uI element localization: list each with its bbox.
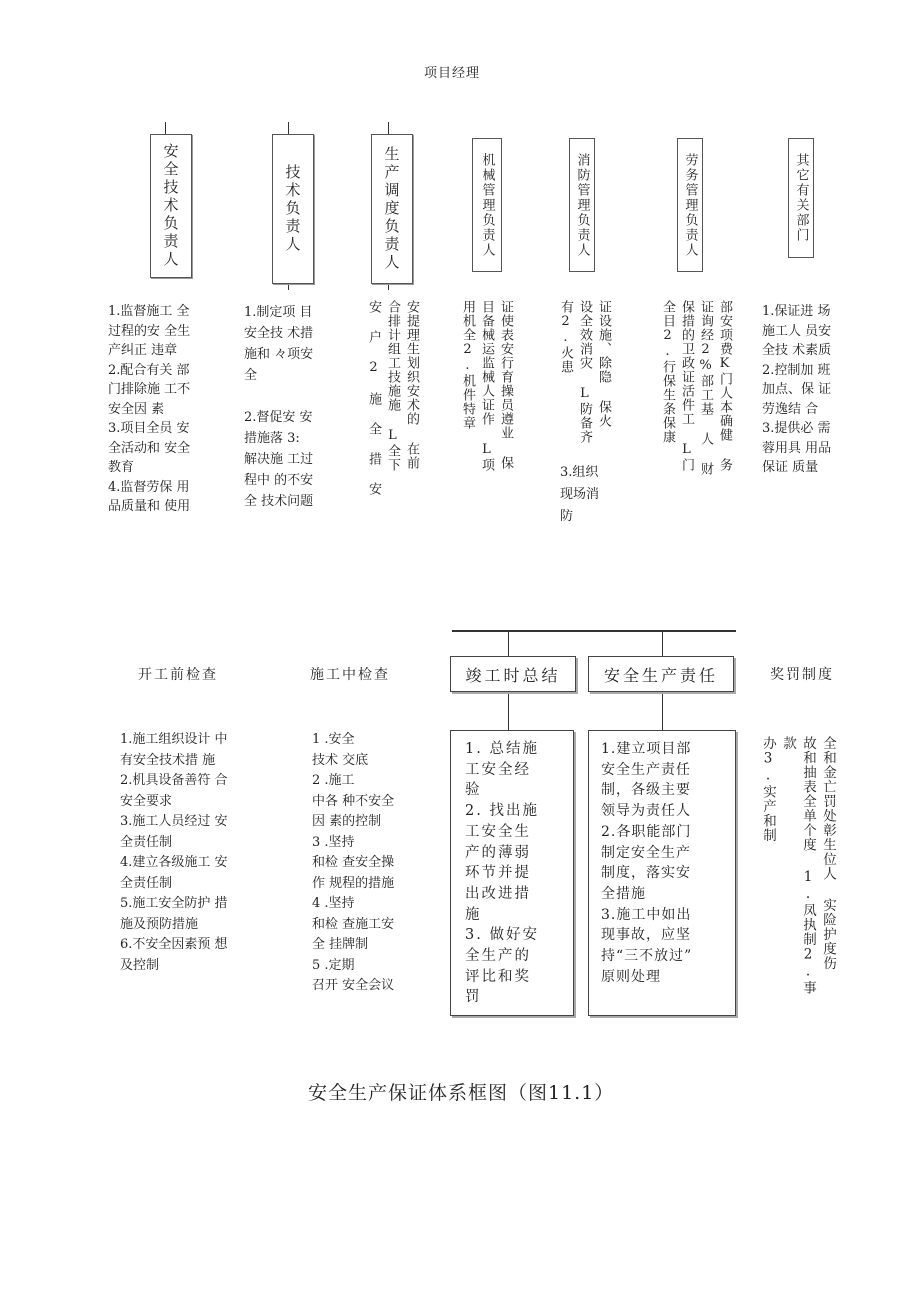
duty-fire-extra: 3.组织 现场消 防 xyxy=(560,465,600,524)
completion-summary-box xyxy=(450,730,574,1016)
duty-fire: 证设施、除隐 保火 设全效消灾 L防备齐 有2.火患 xyxy=(558,300,611,444)
duty-others: 1.保证进 场 施工人 员安 全技 术素质 2.控制加 班 加点、保 证 劳逸结 合 3.提供必 需 蓉用具 用品 保证 质量 xyxy=(762,304,832,475)
header-safety-responsibility: 安全生产责任 xyxy=(588,656,734,692)
dept-box-machinery: 机械管理负责人 xyxy=(472,138,502,272)
connector-line xyxy=(662,692,663,730)
safety-responsibility-text: 1.建立项目部 安全生产责任 制，各级主要 领导为责任人 2.各职能部门 制定安全生产 制度，落实安 全措施 3.施工中如出 现事故，应坚 持“三不放过” 原则处理 xyxy=(601,741,693,985)
manager-label: 项目经理 xyxy=(424,66,481,81)
dept-box-labor: 劳务管理负责人 xyxy=(677,138,703,272)
header-pre-check: 开工前检查 xyxy=(138,667,218,683)
pre-check-list: 1.施工组织设计 中 有安全技术措 施 2.机具设备善符 合 安全要求 3.施工人员经过 安 全责任制 4.建立各级施工 安 全责任制 5.施工安全防护 措 施及预防措施 6.不安全因素预 想 及控制 xyxy=(120,732,228,973)
dept-box-safety-tech: 安全技术负责人 xyxy=(150,134,192,278)
duty-technical: 1.制定项 目 安全技 术措 施和 々项安 全 2.督促安 安 措施落 3: 解决施 工过 程中 的不安 全 技术问题 xyxy=(244,305,314,509)
header-rewards-penalties: 奖罚制度 xyxy=(770,667,834,683)
figure-caption: 安全生产保证体系框图（图11.1） xyxy=(308,1082,615,1104)
connector-line xyxy=(508,630,509,656)
connector-line xyxy=(662,630,663,656)
safety-responsibility-box xyxy=(588,730,736,1016)
duty-labor: 部安项费K门人本确健 务 证询经2%部工基 人 财 保措的卫政证活件工 L门 全目2.行保生条保康 xyxy=(660,300,732,476)
duty-safety-tech: 1.监督施工 全 过程的安 全生 产纠正 违章 2.配合有关 部 门排除施 工不 安全因 素 3.项目全员 安 全活动和 安全 教育 4.监督劳保 用 品质量和 使用 xyxy=(108,304,191,514)
duty-machinery: 证使表安行育操员遵业 保 目备械运监械人证作 L项 用机全2.机件特章 xyxy=(460,300,513,472)
dept-box-technical: 技术负责人 xyxy=(272,134,314,284)
dept-box-others: 其它有关部门 xyxy=(788,138,814,258)
dept-box-production: 生产调度负责人 xyxy=(371,134,413,284)
header-mid-check: 施工中检查 xyxy=(310,667,390,683)
completion-summary-text: 1. 总结施 工安全经 验 2. 找出施 工安全生 产的薄弱 环节并提 出改进措 施 3. 做好安 全生产的 评比和奖 罚 xyxy=(465,741,539,1006)
mid-check-list: 1 .安全 技术 交底 2 .施工 中各 种不安全 因 素的控制 3 .坚持 和检 查安全操 作 规程的措施 4 .坚持 和检 查施工安 全 挂牌制 5 .定期 召开 安全会议 xyxy=(312,732,395,993)
rewards-penalties-text: 全和金亡罚处彰生位人 实险护度伤 故和抽表全单个度 1.凤执制2.事款 办3.实产和制 xyxy=(760,736,836,995)
connector-line xyxy=(508,692,509,730)
duty-production: 安提理生划织安术的 在前 合排计组工技施施 L全下 安 户 2 施 全 措 安 xyxy=(366,300,419,496)
horizontal-connector xyxy=(452,630,736,632)
dept-box-fire: 消防管理负责人 xyxy=(569,138,595,272)
header-completion-summary: 竣工时总结 xyxy=(450,656,576,692)
